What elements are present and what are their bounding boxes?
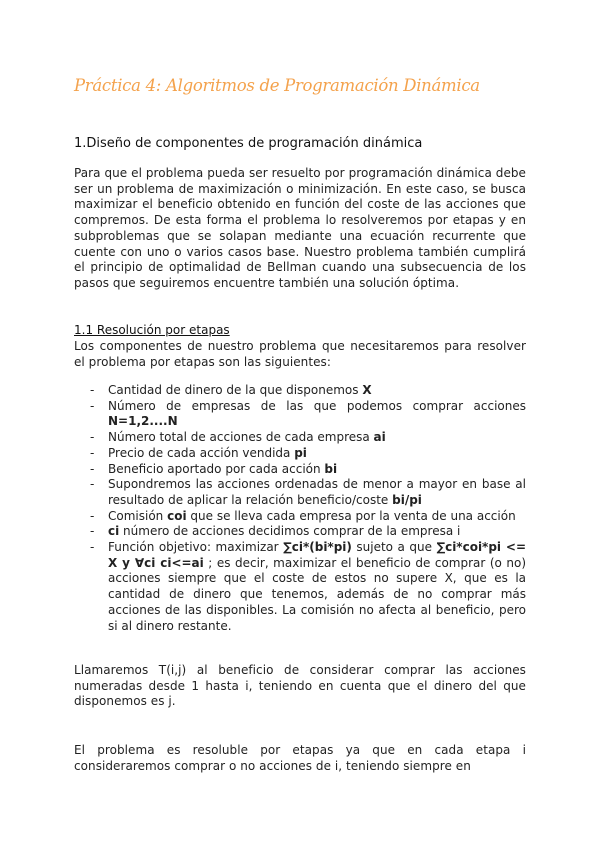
list-item: - Número total de acciones de cada empresa ai bbox=[74, 430, 526, 446]
section-heading: 1.Diseño de componentes de programación dinámica bbox=[74, 136, 423, 151]
components-intro-paragraph: Los componentes de nuestro problema que necesitaremos para resolver el problema por etapas son las siguientes: bbox=[74, 339, 526, 369]
definition-paragraph: Llamaremos T(i,j) al beneficio de considerar comprar las acciones numeradas desde 1 hasta i, teniendo en cuenta que el dinero del que disponemos es j. bbox=[74, 663, 526, 709]
list-item: - Precio de cada acción vendida pi bbox=[74, 446, 526, 462]
list-item: - ci número de acciones decidimos comprar de la empresa i bbox=[74, 524, 526, 540]
list-item: - Beneficio aportado por cada acción bi bbox=[74, 462, 526, 478]
list-item: - Cantidad de dinero de la que disponemos X bbox=[74, 383, 526, 399]
stages-paragraph: El problema es resoluble por etapas ya que en cada etapa i consideraremos comprar o no acciones de i, teniendo siempre en bbox=[74, 743, 526, 773]
page-title: Práctica 4: Algoritmos de Programación Dinámica bbox=[74, 76, 480, 95]
subsection-heading: 1.1 Resolución por etapas bbox=[74, 323, 230, 337]
list-item: - Supondremos las acciones ordenadas de menor a mayor en base al resultado de aplicar la relación beneficio/coste bi/pi bbox=[74, 477, 526, 508]
list-item: - Comisión coi que se lleva cada empresa por la venta de una acción bbox=[74, 509, 526, 525]
intro-paragraph: Para que el problema pueda ser resuelto por programación dinámica debe ser un problema de maximización o minimización. En este caso, se busca maximizar el beneficio obtenido en función del coste de las acciones que compremos. De esta forma el problema lo resolveremos por etapas y en subproblemas que se solapan mediante una ecuación recurrente que cuente con uno o varios casos base. Nuestro problema también cumplirá el principio de optimalidad de Bellman cuando una subsecuencia de los pasos que seguiremos encuentre también una solución óptima. bbox=[74, 166, 526, 290]
components-list bbox=[74, 383, 526, 634]
list-item: - Número de empresas de las que podemos comprar acciones N=1,2....N bbox=[74, 399, 526, 430]
list-item: - Función objetivo: maximizar ∑ci*(bi*pi) sujeto a que ∑ci*coi*pi <= X y ∀ci ci<=ai ; es decir, maximizar el beneficio de comprar (o no) acciones siempre que el coste de estos no supere X, que es la cantidad de dinero que tenemos, además de no comprar más acciones de las disponibles. La comisión no afecta al beneficio, pero si al dinero restante. bbox=[74, 540, 526, 634]
